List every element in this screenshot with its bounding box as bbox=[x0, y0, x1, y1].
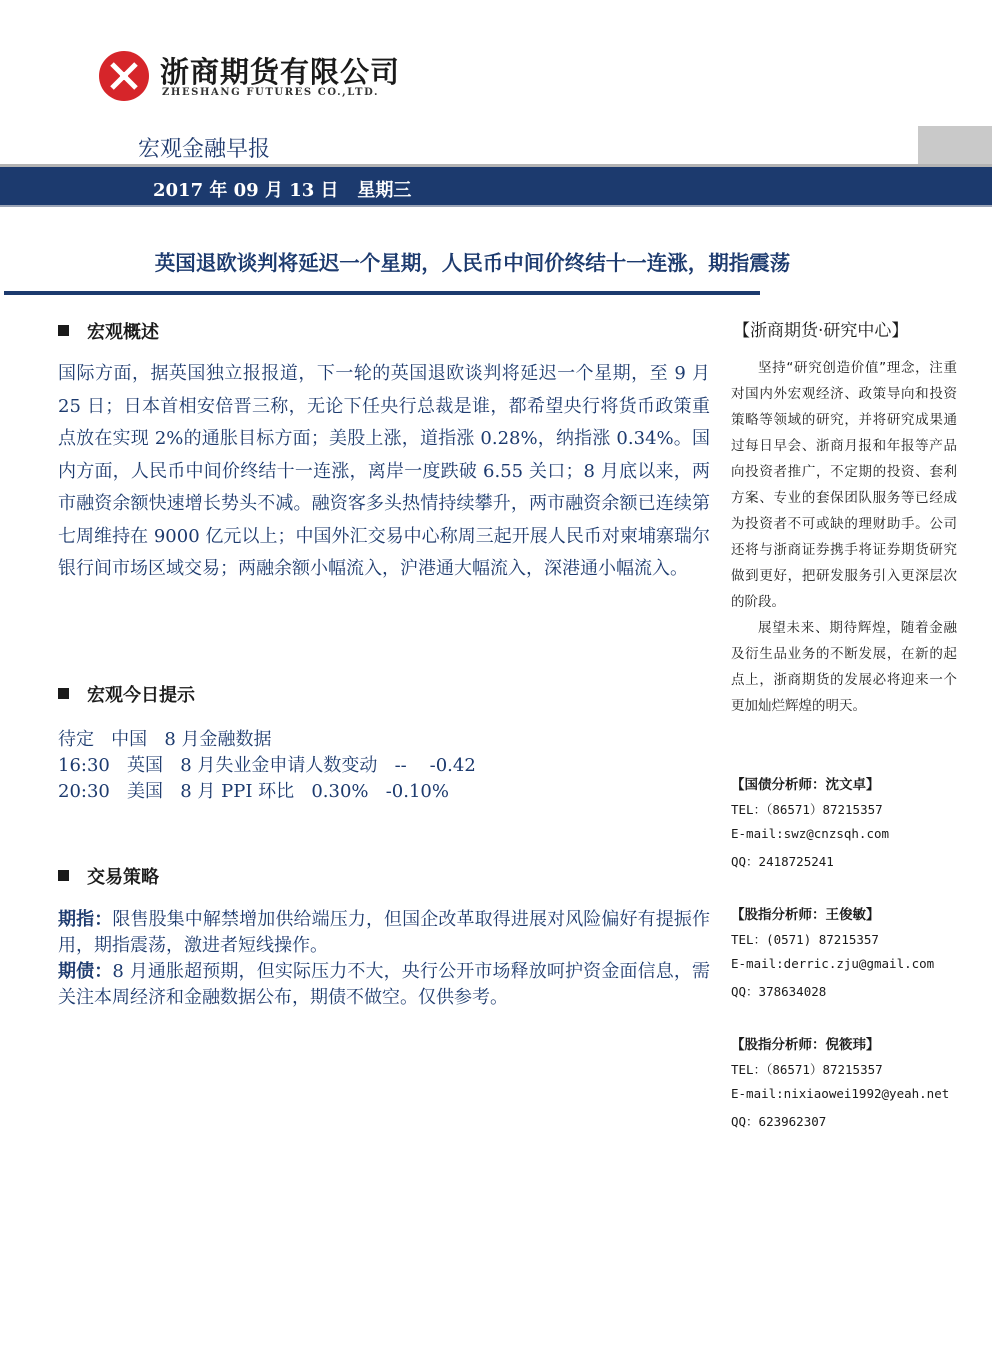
report-type-title: 宏观金融早报 bbox=[138, 137, 271, 162]
report-date bbox=[153, 176, 411, 202]
analyst-qq: QQ：2418725241 bbox=[731, 854, 834, 869]
overview-text: 国际方面，据英国独立报报道，下一轮的英国退欧谈判将延迟一个星期，至 9 月 25 日；日本首相安倍晋三称，无论下任央行总裁是谁，都希望央行将货币政策重点放在实现 2%的通胀目标方面；美股上涨，道指涨 0.28%，纳指涨 0.34%。国内方面，人民币中间价终结十一连涨，离岸一度跌破 6.55 关口；8 月底以来，两市融资余额快速增长势头不减。融资客多头热情持续攀升，两市融资余额已连续第七周维持在 9000 亿元以上；中国外汇交易中心称周三起开展人民币对柬埔寨瑞尔银行间市场区域交易；两融余额小幅流入，沪港通大幅流入，深港通小幅流入。 bbox=[58, 363, 710, 579]
header-decor-block bbox=[918, 126, 992, 165]
date-bar-underline bbox=[0, 205, 992, 207]
bullet-square-icon bbox=[58, 688, 69, 699]
strategy-item-bond-futures: 期债：8 月通胀超预期，但实际压力不大，央行公开市场释放呵护资金面信息，需关注本周经济和金融数据公布，期债不做空。仅供参考。 bbox=[58, 961, 711, 1008]
bullet-square-icon bbox=[58, 870, 69, 881]
bullet-square-icon bbox=[58, 325, 69, 336]
section-heading-calendar: 宏观今日提示 bbox=[58, 681, 195, 707]
analyst-tel: TEL：(0571) 87215357 bbox=[731, 932, 879, 947]
calendar-row: 16:30 英国 8 月失业金申请人数变动 -- -0.42 bbox=[58, 755, 476, 776]
headline: 英国退欧谈判将延迟一个星期，人民币中间价终结十一连涨，期指震荡 bbox=[154, 251, 791, 275]
analyst-name: 【股指分析师：王俊敏】 bbox=[731, 907, 880, 923]
sidebar-title: 【浙商期货·研究中心】 bbox=[733, 321, 909, 341]
analyst-email[interactable]: E-mail:derric.zju@gmail.com bbox=[731, 956, 935, 971]
calendar-row: 待定 中国 8 月金融数据 bbox=[58, 729, 272, 750]
analyst-name: 【国债分析师：沈文卓】 bbox=[731, 777, 880, 793]
section-heading-strategy: 交易策略 bbox=[58, 863, 159, 889]
calendar-row: 20:30 美国 8 月 PPI 环比 0.30% -0.10% bbox=[58, 781, 449, 802]
date-value: 2017 年 09 月 13 日 bbox=[153, 180, 339, 201]
date-bar bbox=[0, 167, 992, 205]
headline-divider bbox=[4, 291, 760, 295]
section-heading-overview: 宏观概述 bbox=[58, 318, 159, 344]
analyst-email[interactable]: E-mail:nixiaowei1992@yeah.net bbox=[731, 1086, 950, 1101]
analyst-tel: TEL：（86571）87215357 bbox=[731, 802, 883, 817]
company-name-cn: 浙商期货有限公司 bbox=[160, 55, 401, 89]
analyst-email[interactable]: E-mail:swz@cnzsqh.com bbox=[731, 826, 890, 841]
analyst-tel: TEL：（86571）87215357 bbox=[731, 1062, 883, 1077]
sidebar-paragraph: 展望未来、期待辉煌，随着金融及衍生品业务的不断发展，在新的起点上，浙商期货的发展必将迎来一个更加灿烂辉煌的明天。 bbox=[731, 620, 957, 714]
company-name-en: ZHESHANG FUTURES CO.,LTD. bbox=[162, 87, 380, 98]
sidebar-paragraph: 坚持“研究创造价值”理念，注重对国内外宏观经济、政策导向和投资策略等领域的研究，并将研究成果通过每日早会、浙商月报和年报等产品向投资者推广，不定期的投资、套利方案、专业的套保团队服务等已经成为投资者不可或缺的理财助手。公司还将与浙商证券携手将证券期货研究做到更好，把研发服务引入更深层次的阶段。 bbox=[731, 360, 957, 610]
analyst-name: 【股指分析师：倪筱玮】 bbox=[731, 1037, 880, 1053]
company-logo-icon bbox=[98, 50, 150, 102]
analyst-qq: QQ：378634028 bbox=[731, 984, 827, 999]
analyst-qq: QQ：623962307 bbox=[731, 1114, 827, 1129]
strategy-item-index-futures: 期指：限售股集中解禁增加供给端压力，但国企改革取得进展对风险偏好有提振作用，期指震荡，激进者短线操作。 bbox=[58, 909, 710, 956]
weekday-value: 星期三 bbox=[357, 180, 412, 201]
